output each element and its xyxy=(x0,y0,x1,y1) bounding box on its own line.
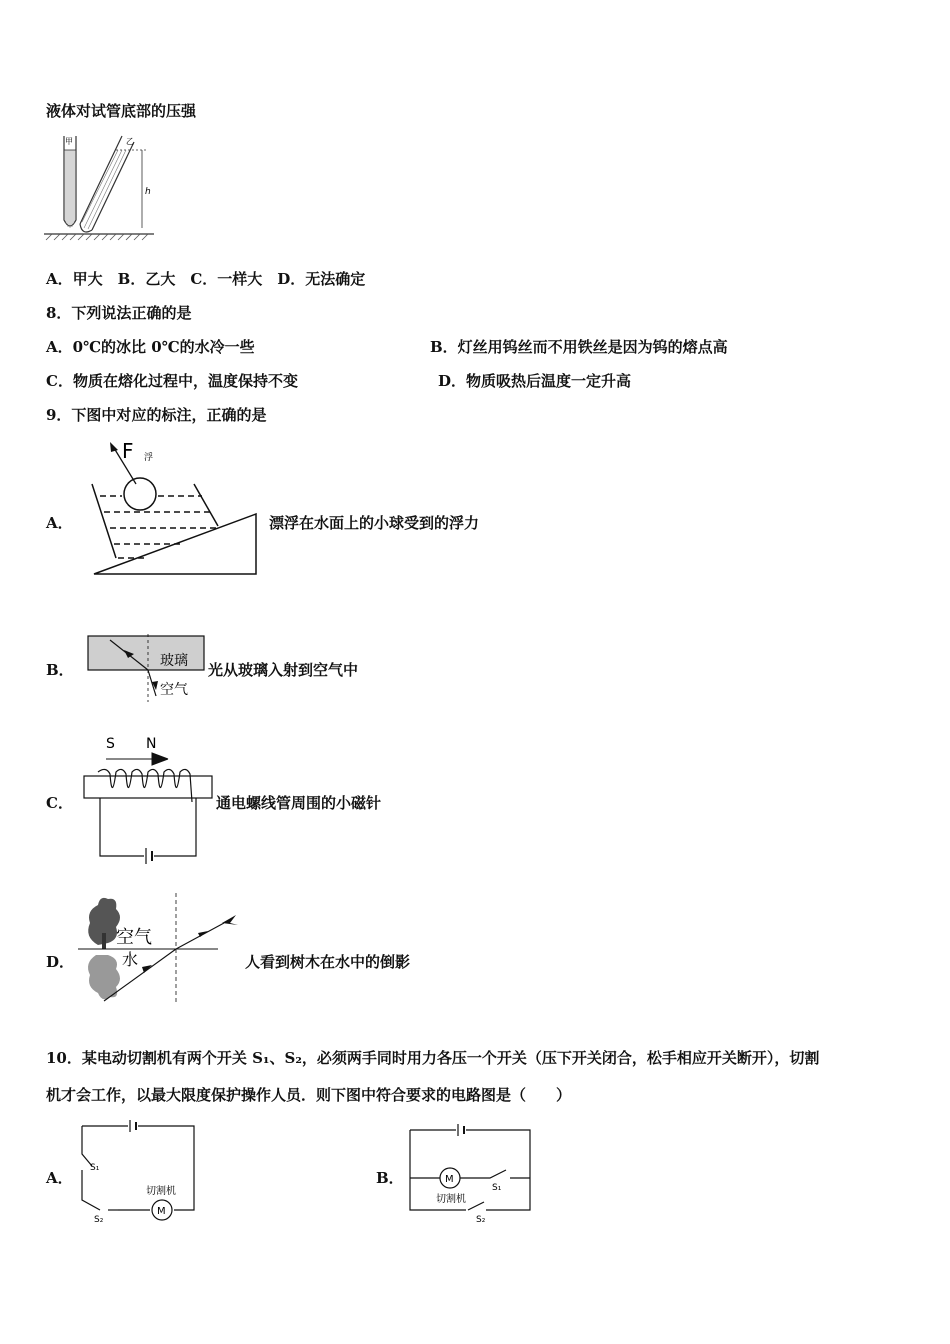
q9-c-n-label: N xyxy=(146,736,157,752)
q10-b-motor-label: M xyxy=(445,1174,454,1185)
q7-label-yi: 乙 xyxy=(126,137,134,146)
q9-d-air-label: 空气 xyxy=(116,927,152,948)
q7-options: A．甲大 B．乙大 C．一样大 D．无法确定 xyxy=(46,270,366,288)
q9-stem: 9．下图中对应的标注，正确的是 xyxy=(46,406,267,424)
q7-stem-tail: 液体对试管底部的压强 xyxy=(46,102,197,120)
q10-a-motor-label: M xyxy=(157,1206,166,1217)
q9-d-water-label: 水 xyxy=(122,950,139,969)
q7-label-h: h xyxy=(145,187,151,197)
q10-b-machine-label: 切割机 xyxy=(436,1194,466,1205)
q9-c-letter: C． xyxy=(46,794,73,812)
q8-option-b: B．灯丝用钨丝而不用铁丝是因为钨的熔点高 xyxy=(430,338,728,356)
q9-b-letter: B． xyxy=(46,661,74,679)
q9-a-caption: 漂浮在水面上的小球受到的浮力 xyxy=(269,514,480,532)
q10-stem-line1: 10．某电动切割机有两个开关 S₁、S₂，必须两手同时用力各压一个开关（压下开关闭合，松手相应开关断开），切割 xyxy=(46,1049,820,1067)
q9-a-letter: A． xyxy=(46,514,73,532)
q10-b-letter: B． xyxy=(376,1169,404,1187)
q9-a-force-sub: 浮 xyxy=(144,453,154,463)
q10-stem-line2: 机才会工作，以最大限度保护操作人员．则下图中符合要求的电路图是（ ） xyxy=(46,1086,572,1104)
q9-d-caption: 人看到树木在水中的倒影 xyxy=(245,953,411,971)
q10-a-circuit xyxy=(78,1118,198,1224)
q10-a-machine-label: 切割机 xyxy=(146,1186,176,1197)
q9-a-force-label: F xyxy=(122,439,134,463)
q9-c-s-label: S xyxy=(106,736,115,752)
q9-c-caption: 通电螺线管周围的小磁针 xyxy=(216,794,382,812)
q8-option-c: C．物质在熔化过程中，温度保持不变 xyxy=(46,372,298,390)
q9-d-letter: D． xyxy=(46,953,75,971)
q9-c-figure xyxy=(78,732,218,864)
q10-b-s2-label: S₂ xyxy=(476,1215,486,1225)
q10-a-s1-label: S₁ xyxy=(90,1163,100,1173)
q9-b-figure xyxy=(86,634,208,704)
q10-a-letter: A． xyxy=(46,1169,73,1187)
q10-a-s2-label: S₂ xyxy=(94,1215,104,1224)
q9-a-figure xyxy=(84,438,262,580)
q8-option-a: A．0℃的冰比 0℃的水冷一些 xyxy=(46,338,255,356)
q9-b-air-label: 空气 xyxy=(160,682,188,698)
q9-b-caption: 光从玻璃入射到空气中 xyxy=(208,661,359,679)
q9-b-glass-label: 玻璃 xyxy=(160,653,188,669)
q9-d-figure xyxy=(78,893,244,1005)
q7-label-jia: 甲 xyxy=(65,137,73,146)
q10-b-circuit xyxy=(406,1118,534,1226)
q7-test-tube-figure xyxy=(42,132,157,244)
q10-b-s1-label: S₁ xyxy=(492,1183,502,1193)
q8-option-d: D．物质吸热后温度一定升高 xyxy=(438,372,632,390)
q8-stem: 8．下列说法正确的是 xyxy=(46,304,192,322)
